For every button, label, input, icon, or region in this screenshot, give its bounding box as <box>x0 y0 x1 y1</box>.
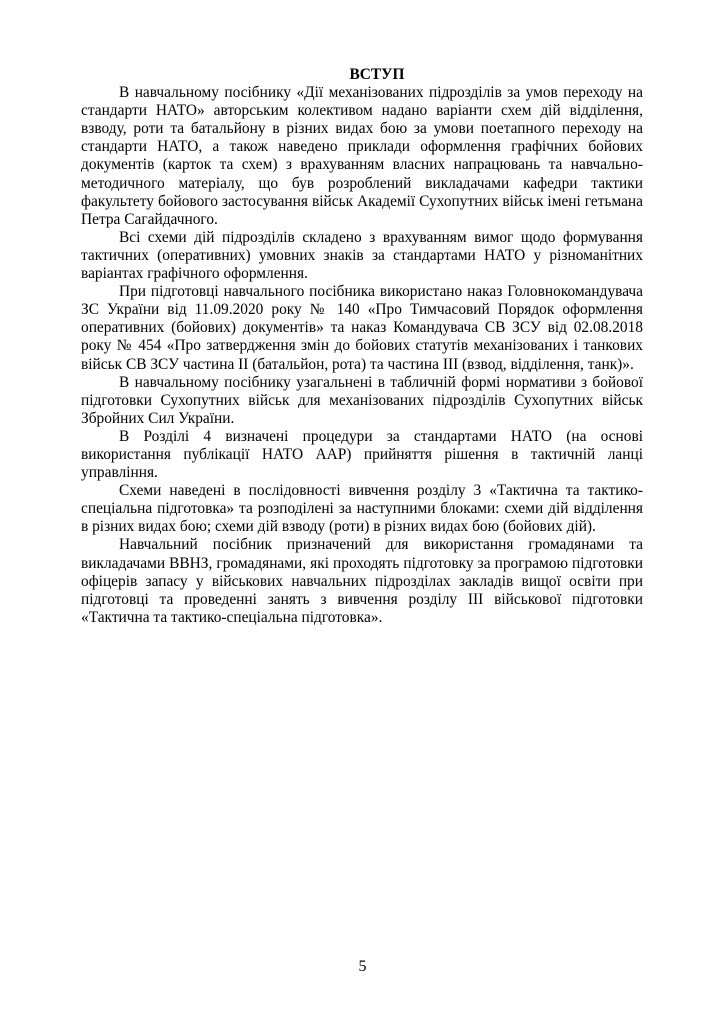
paragraph-symbols: Всі схеми дій підрозділів складено з врахуванням вимог щодо формування тактичних (оперативних) умовних знаків за стандартами НАТО у різноманітних варіантах графічного оформлення. <box>81 228 643 283</box>
paragraph-standards-table: В навчальному посібнику узагальнені в табличній формі нормативи з бойової підготовки Сухопутних військ для механізованих підрозділів Сухопутних військ Збройних Сил України. <box>81 373 643 427</box>
paragraph-intro: В навчальному посібнику «Дії механізованих підрозділів за умов переходу на стандарти НАТО» авторським колективом надано варіанти схем дій відділення, взводу, роти та батальйону в різних видах бою за умови поетапного переходу на стандарти НАТО, а також наведено приклади оформлення графічних бойових документів (карток та схем) з врахуванням власних напрацювань та навчально-методичного матеріалу, що був розроблений викладачами кафедри тактики факультету бойового застосування військ Академії Сухопутних військ імені гетьмана Петра Сагайдачного. <box>81 84 643 228</box>
paragraph-schemes-order: Схеми наведені в послідовності вивчення розділу 3 «Тактична та тактико-спеціальна підготовка» та розподілені за наступними блоками: схеми дій відділення в різних видах бою; схеми дій взводу (роти) в різних видах бою (бойових дій). <box>81 482 643 536</box>
paragraph-audience: Навчальний посібник призначений для використання громадянами та викладачами ВВНЗ, громадянами, які проходять підготовку за програмою підготовки офіцерів запасу у військових навчальних підрозділах закладів вищої освіти при підготовці та проведенні занять з вивчення розділу ІІІ військової підготовки «Тактична та тактико-спеціальна підготовка». <box>81 536 643 626</box>
document-body <box>81 66 643 627</box>
document-title: ВСТУП <box>349 66 405 83</box>
paragraph-orders: При підготовці навчального посібника використано наказ Головнокомандувача ЗС України від 11.09.2020 року № 140 «Про Тимчасовий Порядок оформлення оперативних (бойових) документів» та наказ Командувача СВ ЗСУ від 02.08.2018 року № 454 «Про затвердження змін до бойових статутів механізованих і танкових військ СВ ЗСУ частина ІІ (батальйон, рота) та частина ІІІ (взвод, відділення, танк)». <box>81 283 643 373</box>
page-number: 5 <box>358 958 367 975</box>
paragraph-section-4: В Розділі 4 визначені процедури за стандартами НАТО (на основі використання публікації НАТО ААР) прийняття рішення в тактичній ланці управління. <box>81 427 643 482</box>
